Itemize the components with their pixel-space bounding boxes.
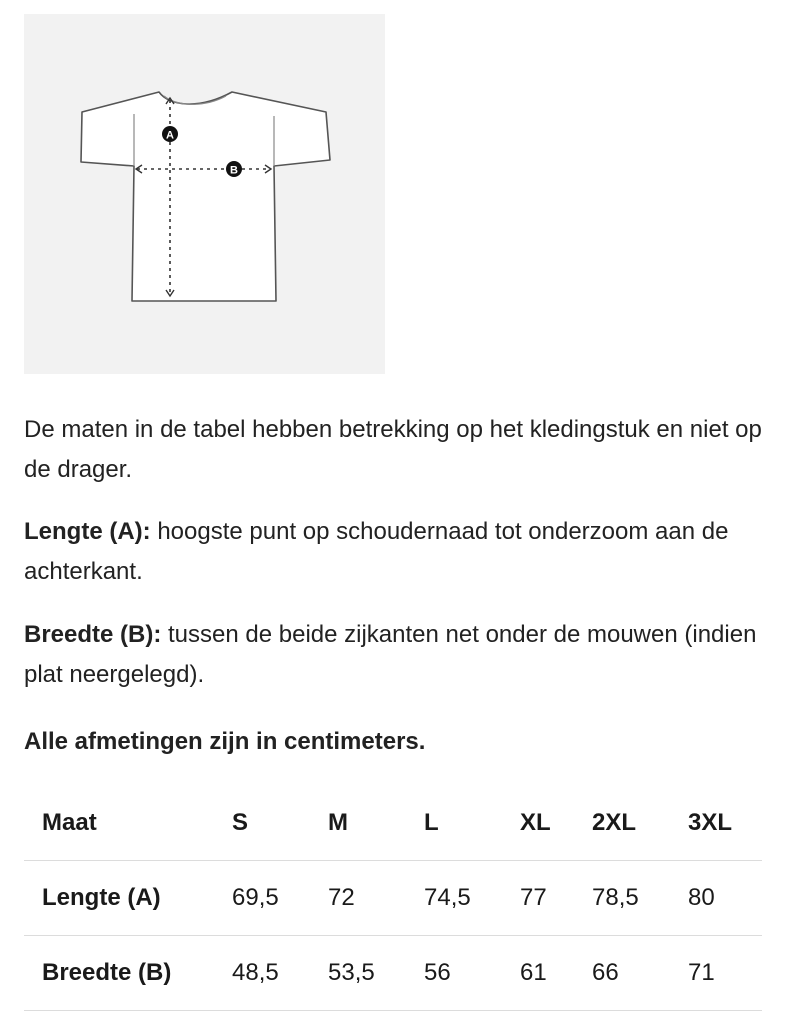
cell-value: 53,5 [328,936,424,1011]
cell-value: 66 [592,936,688,1011]
cell-value: 69,5 [232,861,328,936]
size-table [24,786,762,1011]
intro-text: De maten in de tabel hebben betrekking op het kledingstuk en niet op de drager. [24,416,762,483]
row-label-width: Breedte (B) [24,936,232,1011]
header-s: S [232,786,328,861]
header-l: L [424,786,520,861]
cell-value: 74,5 [424,861,520,936]
tshirt-outline [81,92,330,301]
header-size: Maat [24,786,232,861]
width-text: tussen de beide zijkanten net onder de mouwen (indien plat neergelegd). [24,621,757,688]
row-label-length: Lengte (A) [24,861,232,936]
cell-value: 56 [424,936,520,1011]
header-xl: XL [520,786,592,861]
cell-value: 77 [520,861,592,936]
marker-b [226,161,242,177]
cell-value: 71 [688,936,762,1011]
svg-text:A: A [166,129,174,142]
header-3xl: 3XL [688,786,762,861]
length-text: hoogste punt op schoudernaad tot onderzoom aan de achterkant. [24,518,729,585]
svg-text:B: B [230,164,238,177]
cell-value: 72 [328,861,424,936]
table-row [24,936,762,1011]
cell-value: 80 [688,861,762,936]
cell-value: 48,5 [232,936,328,1011]
marker-a [162,126,178,142]
units-note: Alle afmetingen zijn in centimeters. [24,728,426,755]
header-m: M [328,786,424,861]
table-header-row [24,786,762,861]
tshirt-diagram [24,14,385,374]
table-row [24,861,762,936]
cell-value: 78,5 [592,861,688,936]
width-label: Breedte (B): [24,621,162,648]
header-2xl: 2XL [592,786,688,861]
length-definition [24,512,774,592]
tshirt-measurement-icon [24,14,385,374]
cell-value: 61 [520,936,592,1011]
length-label: Lengte (A): [24,518,151,545]
width-definition [24,615,774,695]
